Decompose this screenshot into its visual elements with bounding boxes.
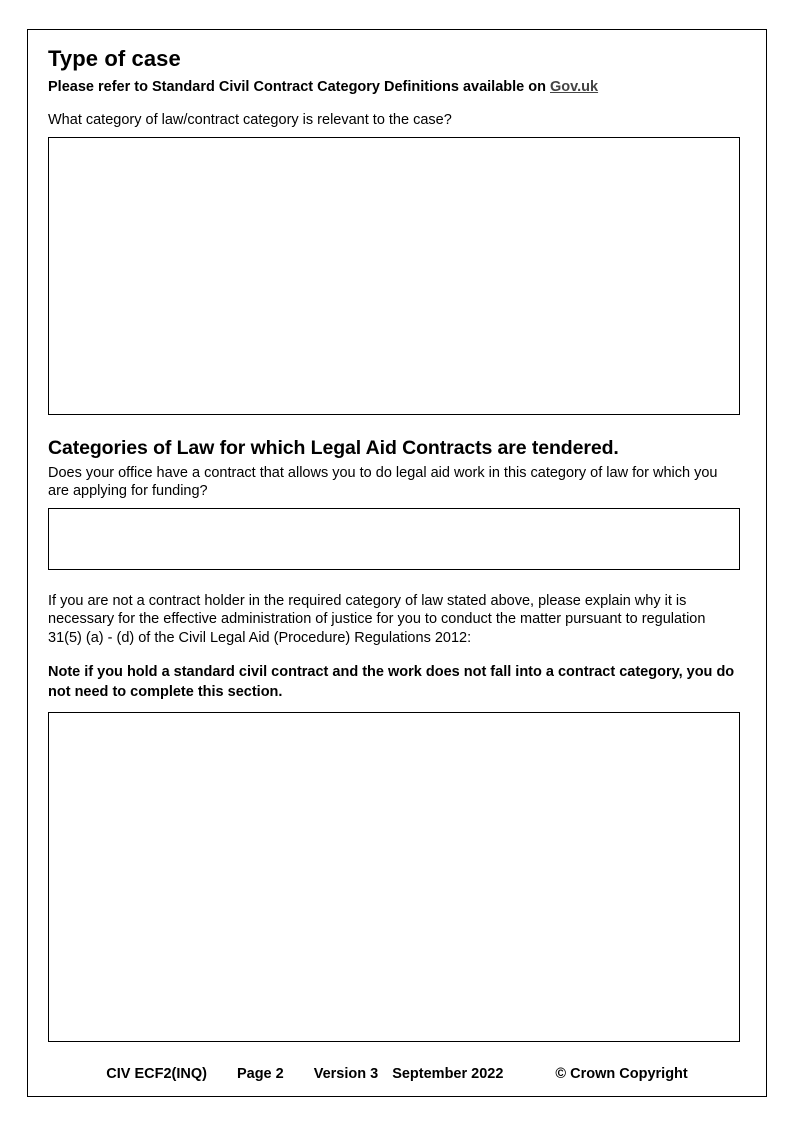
page-title: Type of case xyxy=(48,46,181,71)
answer-field-category-of-law[interactable] xyxy=(48,137,740,415)
question-explanation: If you are not a contract holder in the required category of law stated above, please explain why it is necessary for the effective administration of justice for you to conduct the matter pursuant to regulation 31(5) (a) - (d) of the Civil Legal Aid (Procedure) Regulations 2012: xyxy=(48,592,706,646)
footer-date: September 2022 xyxy=(392,1066,504,1082)
footer-copyright: © Crown Copyright xyxy=(555,1066,688,1082)
answer-field-explanation[interactable] xyxy=(48,712,740,1042)
footer-version: Version 3 xyxy=(313,1066,379,1082)
instruction-line xyxy=(48,79,742,95)
page-footer xyxy=(28,1066,766,1082)
section-heading-categories-of-law: Categories of Law for which Legal Aid Contracts are tendered. xyxy=(48,436,619,459)
question-category-of-law: What category of law/contract category is relevant to the case? xyxy=(48,112,452,128)
question-contract-holder: Does your office have a contract that allows you to do legal aid work in this category of law for which you are applying for funding? xyxy=(48,464,718,500)
form-page xyxy=(27,29,767,1097)
footer-page-number: Page 2 xyxy=(236,1066,284,1082)
footer-form-code: CIV ECF2(INQ) xyxy=(106,1066,207,1082)
govuk-link[interactable]: Gov.uk xyxy=(550,79,599,95)
form-content xyxy=(48,46,742,1042)
answer-field-contract-holder[interactable] xyxy=(48,508,740,570)
instruction-text: Please refer to Standard Civil Contract Category Definitions available on xyxy=(48,79,550,95)
note-standard-civil-contract: Note if you hold a standard civil contract and the work does not fall into a contract category, you do not need to complete this section. xyxy=(48,664,735,700)
